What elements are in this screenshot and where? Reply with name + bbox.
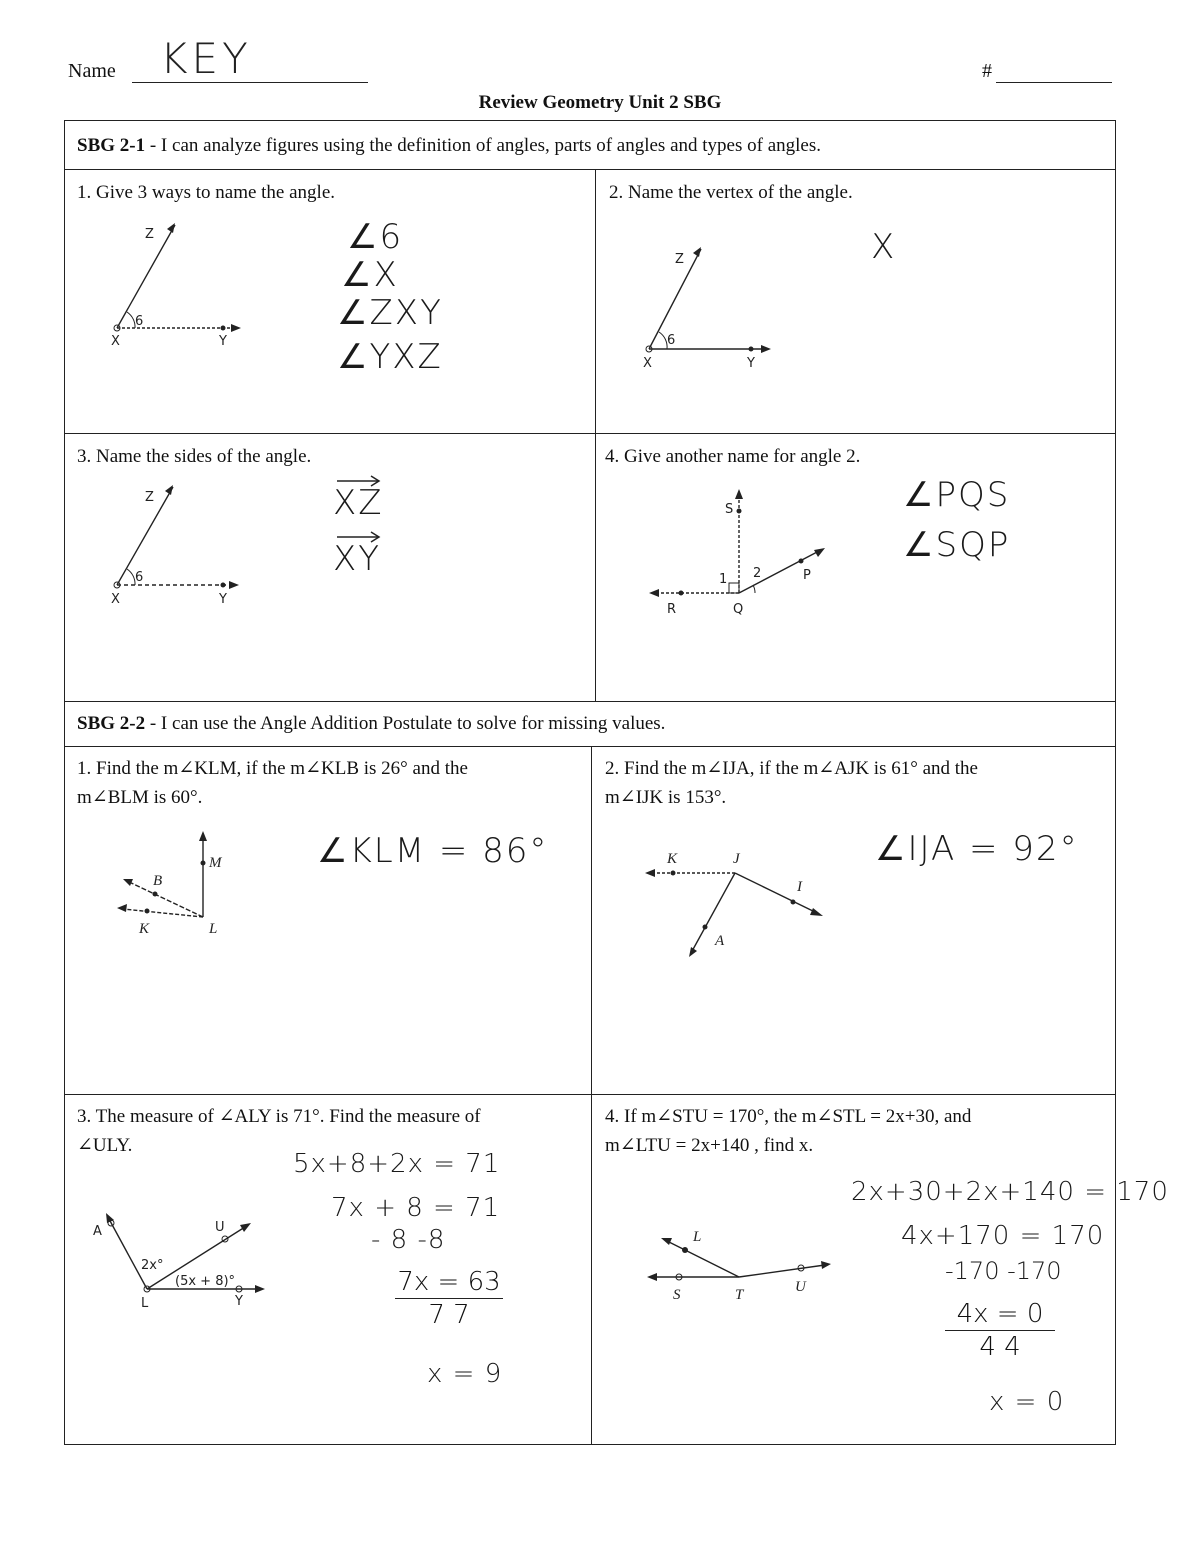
label-k: K	[139, 921, 150, 937]
angle-figure	[641, 849, 841, 969]
name-label: Name	[68, 60, 116, 82]
work-line-3: -170 -170	[945, 1257, 1062, 1285]
angle-figure	[113, 827, 293, 947]
label-y: Y	[219, 592, 227, 607]
work-line-1: 2x+30+2x+140 = 170	[851, 1177, 1169, 1207]
fraction-numerator: 7x = 63	[397, 1267, 501, 1297]
prompt-line: m∠BLM is 60°.	[77, 786, 203, 808]
fraction-denominator: 7 7	[428, 1300, 470, 1330]
prompt-line: m∠LTU = 2x+140 , find x.	[605, 1134, 814, 1156]
label-b: B	[153, 873, 163, 889]
label-u: U	[215, 1220, 225, 1235]
label-x: X	[111, 334, 120, 349]
work-line-5: x = 0	[989, 1387, 1065, 1417]
label-z: Z	[145, 490, 154, 505]
label-i: I	[797, 879, 802, 895]
column-divider	[595, 169, 596, 701]
angle-figure	[89, 1193, 299, 1311]
question-2-1-prompt	[77, 755, 468, 812]
number-line	[996, 82, 1112, 83]
work-line-4	[945, 1299, 1055, 1362]
label-5x-plus-8: (5x + 8)°	[175, 1274, 236, 1289]
label-t: T	[735, 1287, 744, 1303]
name-value: KEY	[160, 34, 252, 83]
divider	[65, 1094, 1115, 1095]
fraction-bar	[395, 1298, 503, 1299]
label-z: Z	[145, 227, 154, 242]
label-angle-2: 2	[753, 566, 762, 581]
answer-2: X	[871, 227, 897, 267]
work-line-5: x = 9	[427, 1359, 503, 1389]
label-a: A	[715, 933, 725, 949]
answer-1a: ∠6	[347, 217, 404, 257]
work-line-2: 7x + 8 = 71	[331, 1193, 501, 1223]
answer-3a: XZ	[333, 483, 384, 523]
angle-figure	[105, 213, 305, 353]
label-y: Y	[235, 1294, 243, 1309]
label-k: K	[667, 851, 678, 867]
label-angle-6: 6	[135, 314, 144, 329]
divider	[65, 746, 1115, 747]
label-s: S	[725, 502, 734, 517]
label-s: S	[673, 1287, 681, 1303]
fraction-denominator: 4 4	[979, 1332, 1021, 1362]
fraction-numerator: 4x = 0	[956, 1299, 1044, 1329]
label-j: J	[733, 851, 740, 867]
section-text: - I can analyze figures using the definition of angles, parts of angles and types of angles.	[145, 135, 821, 156]
label-2x: 2x°	[141, 1258, 164, 1273]
answer-3b: XY	[333, 539, 382, 579]
prompt-line: 2. Find the m∠IJA, if the m∠AJK is 61° and the	[605, 758, 978, 779]
column-divider	[591, 746, 592, 1444]
angle-figure	[647, 481, 847, 631]
answer-4b: ∠SQP	[903, 525, 1011, 565]
prompt-line: ∠ULY.	[77, 1134, 133, 1156]
work-line-2: 4x+170 = 170	[901, 1221, 1105, 1251]
label-y: Y	[747, 356, 755, 371]
divider	[65, 701, 1115, 702]
prompt-line: 3. The measure of ∠ALY is 71°. Find the measure of	[77, 1106, 481, 1127]
section-heading-sbg-2-2	[77, 713, 665, 735]
prompt-line: m∠IJK is 153°.	[605, 786, 727, 808]
label-u: U	[795, 1279, 806, 1295]
angle-figure	[639, 239, 839, 379]
answer-1d: ∠YXZ	[337, 337, 443, 377]
label-q: Q	[733, 602, 744, 617]
divider	[65, 433, 1115, 434]
prompt-line: 4. If m∠STU = 170°, the m∠STL = 2x+30, and	[605, 1106, 972, 1127]
question-2-4-prompt	[605, 1103, 971, 1160]
question-grid	[64, 120, 1169, 1445]
question-2-prompt: 2. Name the vertex of the angle.	[609, 182, 853, 203]
answer-2-2: ∠IJA = 92°	[875, 829, 1079, 869]
work-line-1: 5x+8+2x = 71	[293, 1149, 501, 1179]
label-angle-6: 6	[135, 570, 144, 585]
label-a: A	[93, 1224, 102, 1239]
answer-1c: ∠ZXY	[337, 293, 443, 333]
label-r: R	[667, 602, 677, 617]
section-code: SBG 2-2	[77, 713, 146, 734]
section-text: - I can use the Angle Addition Postulate to solve for missing values.	[145, 713, 666, 734]
label-x: X	[643, 356, 652, 371]
number-label: #	[982, 60, 992, 82]
divider	[65, 169, 1115, 170]
fraction-bar	[945, 1330, 1055, 1331]
section-heading-sbg-2-1	[77, 135, 821, 157]
question-1-prompt: 1. Give 3 ways to name the angle.	[77, 182, 336, 203]
section-code: SBG 2-1	[77, 135, 146, 156]
prompt-line: 1. Find the m∠KLM, if the m∠KLB is 26° and the	[77, 758, 468, 779]
label-angle-6: 6	[667, 333, 676, 348]
question-2-2-prompt	[605, 755, 978, 812]
label-l: L	[693, 1229, 702, 1245]
question-3-prompt: 3. Name the sides of the angle.	[77, 446, 312, 467]
question-4-prompt: 4. Give another name for angle 2.	[605, 446, 861, 467]
document-title: Review Geometry Unit 2 SBG	[478, 92, 722, 113]
label-l: L	[209, 921, 218, 937]
answer-1b: ∠X	[341, 255, 399, 295]
angle-figure	[105, 477, 305, 617]
label-z: Z	[675, 252, 684, 267]
answer-2-1: ∠KLM = 86°	[317, 831, 549, 871]
label-angle-1: 1	[719, 572, 728, 587]
label-y: Y	[219, 334, 227, 349]
label-p: P	[803, 568, 811, 583]
answer-4a: ∠PQS	[903, 475, 1011, 515]
work-line-4	[395, 1267, 503, 1330]
label-x: X	[111, 592, 120, 607]
angle-figure	[645, 1213, 845, 1303]
label-m: M	[209, 855, 222, 871]
work-line-3: - 8 -8	[371, 1225, 446, 1255]
label-l: L	[141, 1296, 149, 1311]
